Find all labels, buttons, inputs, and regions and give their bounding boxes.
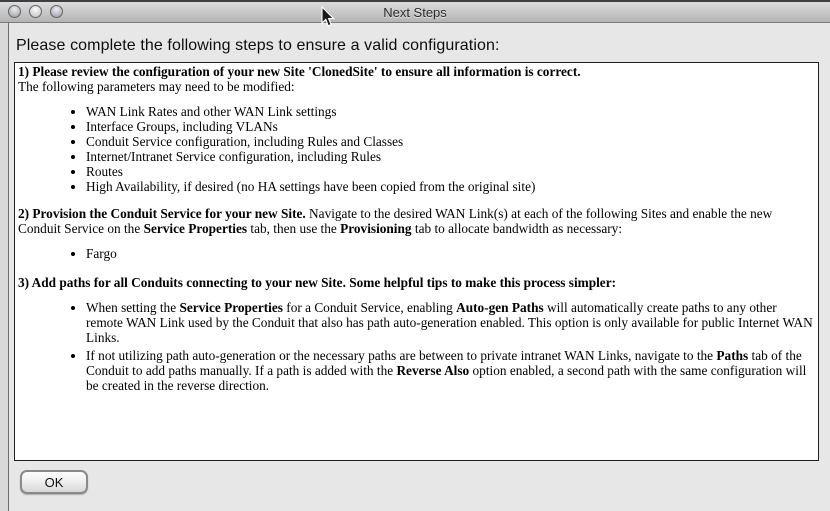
dialog-heading: Please complete the following steps to ensure a valid configuration: — [16, 37, 500, 54]
step-1-subtext: The following parameters may need to be modified: — [18, 79, 295, 94]
step-3-heading: 3) Add paths for all Conduits connecting to your new Site. Some helpful tips to make this process simpler: — [18, 275, 617, 290]
ok-button[interactable]: OK — [20, 470, 88, 494]
window-left-edge — [0, 23, 9, 511]
step-3-bullet-list — [18, 300, 814, 393]
window-title: Next Steps — [383, 5, 447, 20]
list-item: • If not utilizing path auto-generation or the necessary paths are between to private intranet WAN Links, navigate to the Paths tab of the Conduit to add paths manually. If a path is added with the Reverse Also option enabled, a second path with the same configuration will be created in the reverse direction. — [86, 348, 814, 393]
list-item: • Fargo — [86, 246, 814, 261]
list-item: • Interface Groups, including VLANs — [86, 119, 814, 134]
steps-panel — [14, 62, 819, 461]
list-item: • When setting the Service Properties for a Conduit Service, enabling Auto-gen Paths will automatically create paths to any other remote WAN Link used by the Conduit that also has path auto-generation enabled. This option is only available for public Internet WAN Links. — [86, 300, 814, 345]
title-bar[interactable] — [0, 0, 830, 23]
step-1-bullet-list — [18, 104, 814, 194]
list-item: • WAN Link Rates and other WAN Link settings — [86, 104, 814, 119]
step-2-heading: 2) Provision the Conduit Service for your new Site. Navigate to the desired WAN Link(s) at each of the following Sites and enable the new Conduit Service on the Service Properties tab, then use the Provisioning tab to allocate bandwidth as necessary: — [18, 206, 773, 236]
list-item: • High Availability, if desired (no HA settings have been copied from the original site) — [86, 179, 814, 194]
step-1-heading: 1) Please review the configuration of your new Site 'ClonedSite' to ensure all information is correct. — [18, 64, 581, 79]
list-item: • Internet/Intranet Service configuration, including Rules — [86, 149, 814, 164]
list-item: • Conduit Service configuration, including Rules and Classes — [86, 134, 814, 149]
list-item: • Routes — [86, 164, 814, 179]
step-2-bullet-list — [18, 246, 814, 261]
